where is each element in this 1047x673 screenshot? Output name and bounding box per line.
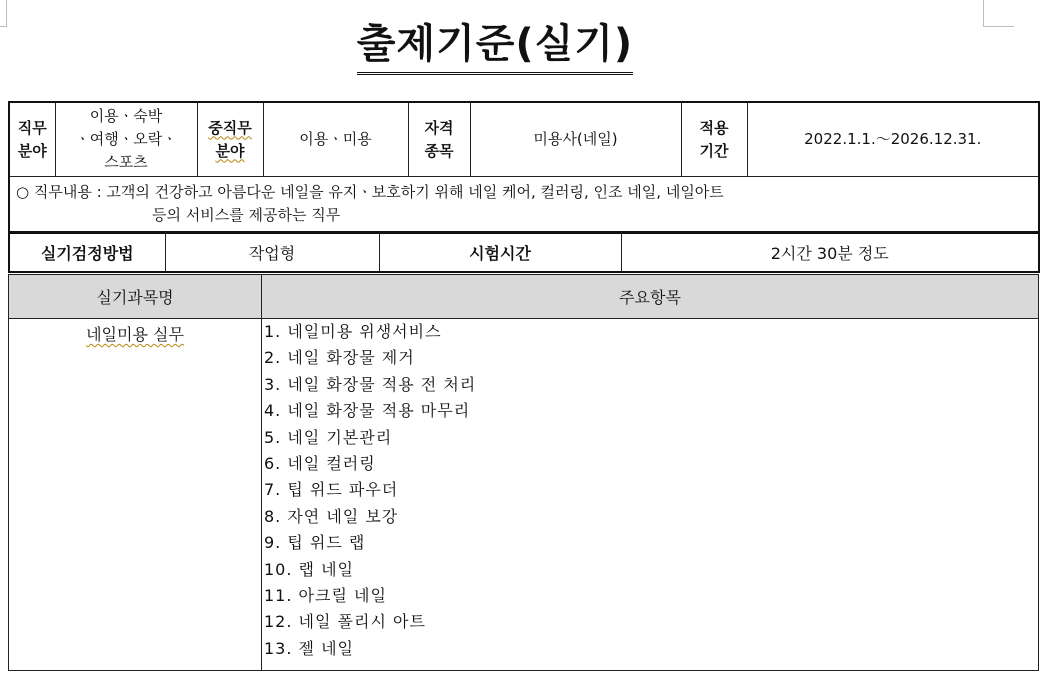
sub-area-label bbox=[197, 102, 263, 177]
document-title bbox=[0, 18, 990, 75]
subject-name: 네일미용 실무 bbox=[86, 325, 184, 344]
list-item: 9. 팁 위드 랩 bbox=[264, 533, 366, 553]
qualification-value: 미용사(네일) bbox=[470, 102, 681, 177]
period-label-line2: 기간 bbox=[699, 141, 729, 160]
job-area-label bbox=[9, 102, 55, 177]
sub-area-value: 이용ㆍ미용 bbox=[263, 102, 408, 177]
list-item: 4. 네일 화장물 적용 마무리 bbox=[264, 401, 471, 421]
exam-method-table bbox=[8, 232, 1040, 273]
sub-area-label-line2: 분야 bbox=[215, 141, 245, 160]
list-item: 1. 네일미용 위생서비스 bbox=[264, 322, 442, 341]
list-item: 10. 랩 네일 bbox=[264, 559, 354, 579]
exam-method-label: 실기검정방법 bbox=[9, 233, 165, 272]
job-area-value bbox=[55, 102, 197, 177]
list-item: 11. 아크릴 네일 bbox=[264, 585, 387, 605]
qualification-info-table bbox=[8, 101, 1040, 233]
list-item: 8. 자연 네일 보강 bbox=[264, 506, 399, 526]
subject-header: 실기과목명 bbox=[9, 275, 262, 319]
exam-time-value: 2시간 30분 정도 bbox=[621, 233, 1039, 272]
list-item: 5. 네일 기본관리 bbox=[264, 427, 393, 447]
job-area-value-line1: 이용ㆍ숙박 bbox=[89, 107, 163, 125]
job-description-line2: 등의 서비스를 제공하는 직무 bbox=[152, 206, 341, 224]
main-items-table bbox=[8, 274, 1039, 671]
sub-area-label-line1: 중직무 bbox=[208, 118, 252, 137]
list-item: 13. 젤 네일 bbox=[264, 638, 354, 658]
list-item: 6. 네일 컬러링 bbox=[264, 453, 376, 473]
main-items-list bbox=[262, 319, 1038, 662]
subject-name-cell bbox=[9, 319, 262, 671]
exam-time-label: 시험시간 bbox=[379, 233, 621, 272]
qualification-label-line2: 종목 bbox=[424, 141, 454, 160]
period-label bbox=[681, 102, 747, 177]
qualification-label bbox=[408, 102, 470, 177]
job-area-label-line2: 분야 bbox=[17, 141, 47, 160]
job-area-value-line3: 스포츠 bbox=[104, 153, 148, 171]
document-title-text: 출제기준(실기) bbox=[357, 18, 633, 75]
main-items-cell bbox=[262, 319, 1039, 671]
exam-method-value: 작업형 bbox=[165, 233, 379, 272]
period-label-line1: 적용 bbox=[699, 118, 729, 137]
period-value: 2022.1.1.～2026.12.31. bbox=[747, 102, 1039, 177]
qualification-label-line1: 자격 bbox=[424, 118, 454, 137]
list-item: 3. 네일 화장물 적용 전 처리 bbox=[264, 374, 477, 394]
job-description bbox=[9, 177, 1039, 233]
job-description-line1: ○ 직무내용 : 고객의 건강하고 아름다운 네일을 유지ㆍ보호하기 위해 네일 케어, 컬러링, 인조 네일, 네일아트 bbox=[16, 183, 724, 201]
main-items-header: 주요항목 bbox=[262, 275, 1039, 319]
list-item: 12. 네일 폴리시 아트 bbox=[264, 612, 426, 632]
list-item: 2. 네일 화장물 제거 bbox=[264, 348, 415, 368]
list-item: 7. 팁 위드 파우더 bbox=[264, 480, 399, 500]
job-area-label-line1: 직무 bbox=[17, 118, 47, 137]
job-area-value-line2: ㆍ여행ㆍ오락ㆍ bbox=[75, 130, 177, 148]
